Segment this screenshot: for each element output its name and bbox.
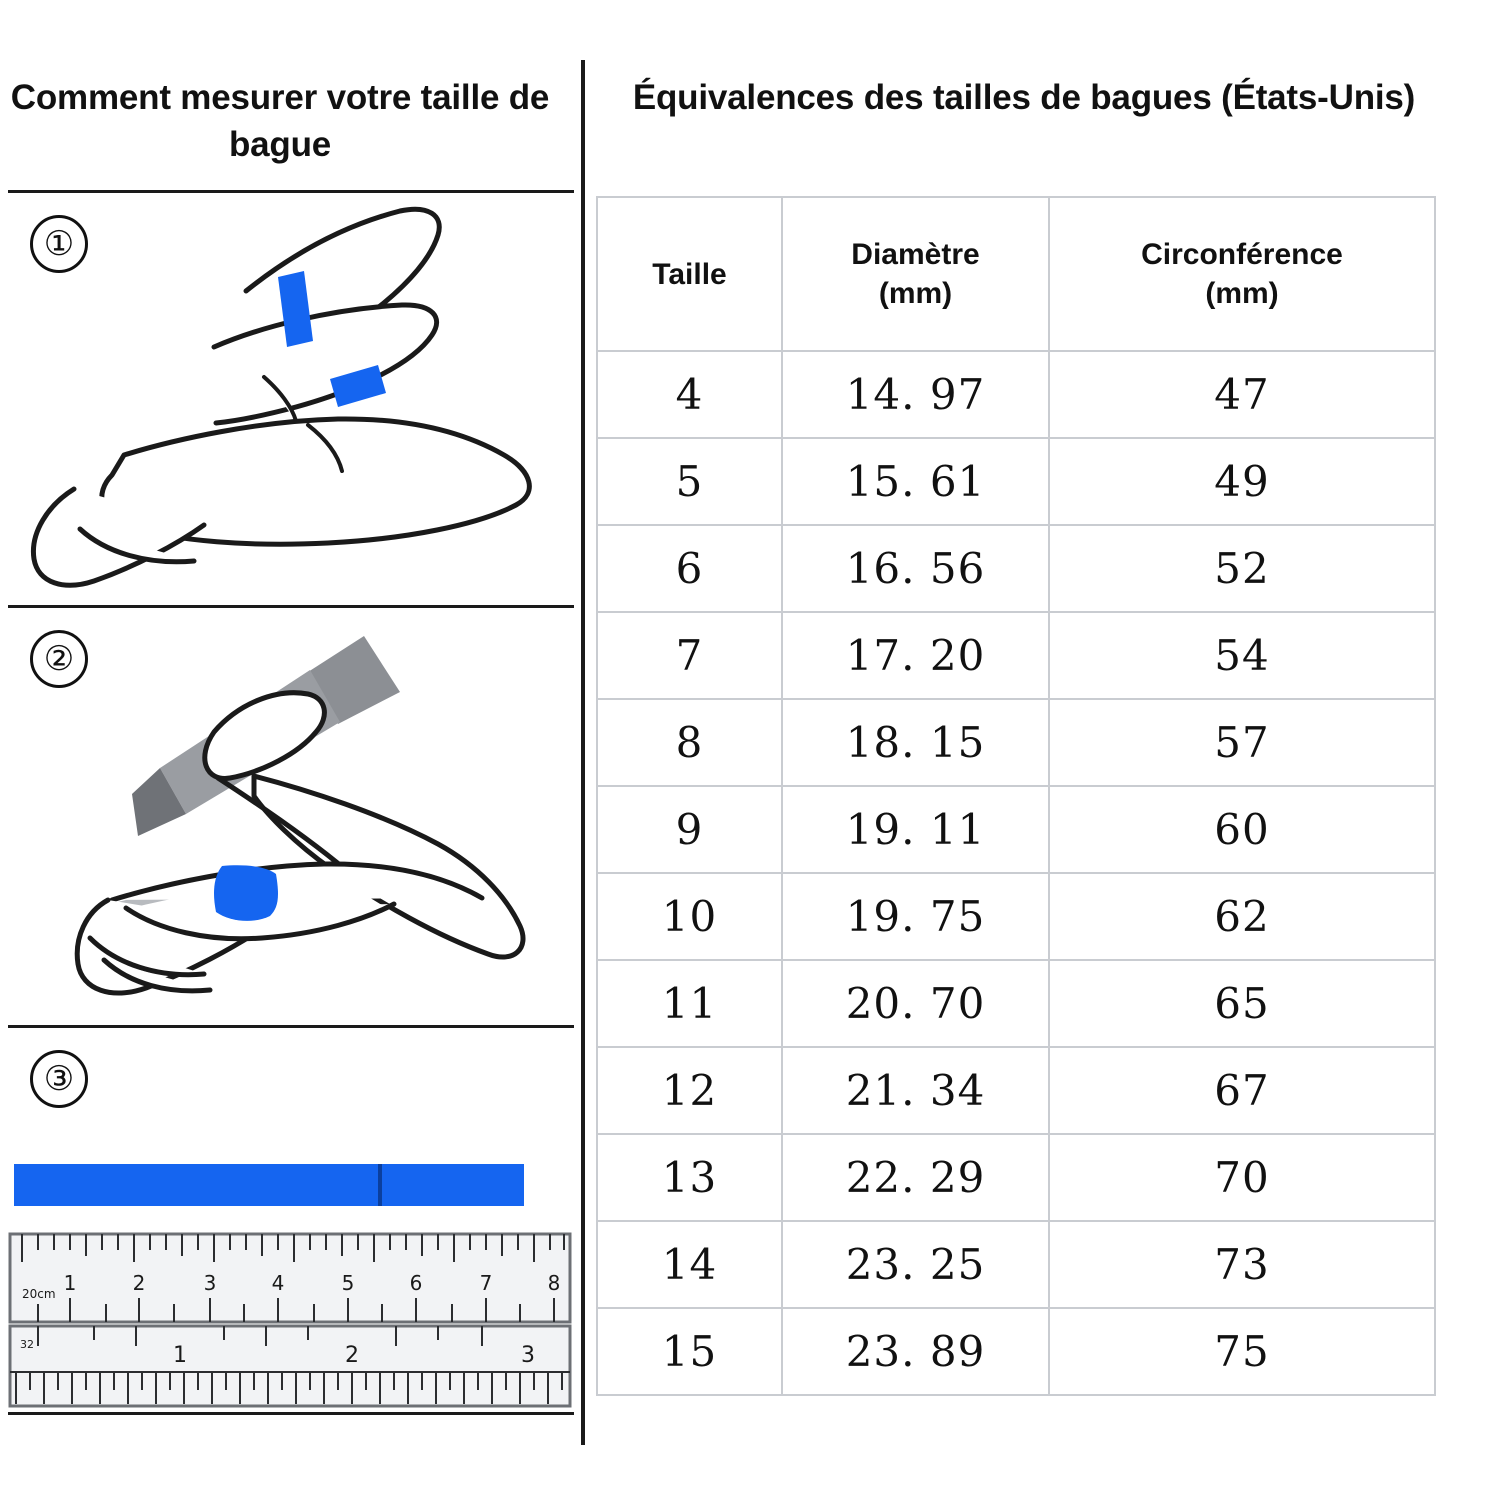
table-row: [597, 960, 1435, 1047]
cell-size: 7: [597, 612, 782, 699]
svg-text:32: 32: [20, 1338, 34, 1351]
size-equivalence-panel: [596, 0, 1452, 1500]
svg-text:3: 3: [203, 1271, 217, 1295]
cell-size: 9: [597, 786, 782, 873]
table-row: [597, 1308, 1435, 1395]
cell-circumference: 65: [1049, 960, 1435, 1047]
measure-instructions-panel: [0, 0, 580, 1500]
cell-size: 11: [597, 960, 782, 1047]
cell-size: 12: [597, 1047, 782, 1134]
step-2-number: ②: [30, 630, 88, 688]
blue-strip-on-ruler-icon: [8, 1028, 574, 1412]
table-row: [597, 873, 1435, 960]
cell-circumference: 52: [1049, 525, 1435, 612]
cell-diameter: 19. 11: [782, 786, 1049, 873]
column-header-circumference-line1: Circonférence: [1141, 238, 1343, 271]
cell-circumference: 60: [1049, 786, 1435, 873]
table-row: [597, 1221, 1435, 1308]
cell-circumference: 49: [1049, 438, 1435, 525]
svg-text:1: 1: [173, 1343, 187, 1368]
table-header-row: [597, 197, 1435, 351]
cell-size: 8: [597, 699, 782, 786]
cell-size: 4: [597, 351, 782, 438]
svg-text:3: 3: [521, 1343, 535, 1368]
svg-text:6: 6: [409, 1271, 423, 1295]
table-row: [597, 786, 1435, 873]
cell-size: 10: [597, 873, 782, 960]
table-row: [597, 1047, 1435, 1134]
step-1: [8, 190, 574, 605]
svg-text:20cm: 20cm: [22, 1287, 56, 1301]
cell-circumference: 62: [1049, 873, 1435, 960]
cell-circumference: 54: [1049, 612, 1435, 699]
table-row: [597, 351, 1435, 438]
cell-diameter: 18. 15: [782, 699, 1049, 786]
column-header-size-line1: Taille: [652, 257, 727, 291]
cell-circumference: 47: [1049, 351, 1435, 438]
blue-ring-band-shape: [214, 865, 278, 921]
svg-text:8: 8: [547, 1271, 561, 1295]
column-header-circumference-line2: (mm): [1205, 277, 1279, 310]
cell-circumference: 73: [1049, 1221, 1435, 1308]
right-panel-title: Équivalences des tailles de bagues (États-Unis): [632, 78, 1416, 117]
step-2: [8, 605, 574, 1025]
svg-text:2: 2: [345, 1343, 359, 1368]
svg-text:1: 1: [63, 1271, 77, 1295]
left-panel-title: Comment mesurer votre taille de bague: [10, 78, 550, 165]
cell-size: 13: [597, 1134, 782, 1221]
column-header-size: [597, 197, 782, 351]
cell-size: 5: [597, 438, 782, 525]
cell-diameter: 16. 56: [782, 525, 1049, 612]
table-row: [597, 438, 1435, 525]
cell-diameter: 21. 34: [782, 1047, 1049, 1134]
cell-diameter: 15. 61: [782, 438, 1049, 525]
cell-circumference: 67: [1049, 1047, 1435, 1134]
cell-diameter: 20. 70: [782, 960, 1049, 1047]
cell-circumference: 75: [1049, 1308, 1435, 1395]
hand-with-blue-strip-icon: [8, 193, 574, 605]
vertical-divider: [581, 60, 585, 1445]
cell-circumference: 70: [1049, 1134, 1435, 1221]
column-header-diameter-line2: (mm): [878, 277, 953, 310]
cell-diameter: 17. 20: [782, 612, 1049, 699]
step-3: [8, 1025, 574, 1415]
column-header-diameter: [782, 197, 1049, 351]
cell-size: 14: [597, 1221, 782, 1308]
cell-diameter: 14. 97: [782, 351, 1049, 438]
ring-size-table: [596, 196, 1436, 1396]
hand-marking-pen-icon: [8, 608, 574, 1025]
blue-strip-shape: [14, 1164, 524, 1206]
table-row: [597, 699, 1435, 786]
step-3-number: ③: [30, 1050, 88, 1108]
cell-size: 15: [597, 1308, 782, 1395]
svg-text:4: 4: [271, 1271, 285, 1295]
cell-diameter: 22. 29: [782, 1134, 1049, 1221]
cell-diameter: 23. 25: [782, 1221, 1049, 1308]
column-header-diameter-line1: Diamètre: [851, 238, 980, 271]
table-row: [597, 1134, 1435, 1221]
cell-circumference: 57: [1049, 699, 1435, 786]
column-header-circumference: [1049, 197, 1435, 351]
table-row: [597, 525, 1435, 612]
step-1-number: ①: [30, 215, 88, 273]
svg-text:2: 2: [132, 1271, 146, 1295]
svg-text:7: 7: [479, 1271, 493, 1295]
cell-diameter: 19. 75: [782, 873, 1049, 960]
cell-size: 6: [597, 525, 782, 612]
cell-diameter: 23. 89: [782, 1308, 1049, 1395]
table-row: [597, 612, 1435, 699]
svg-text:5: 5: [341, 1271, 355, 1295]
